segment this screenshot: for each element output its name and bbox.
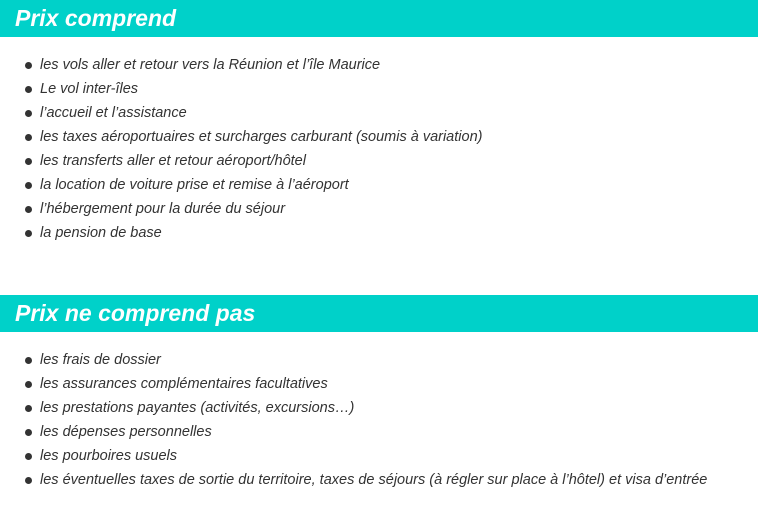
list-item xyxy=(0,53,482,77)
list-item xyxy=(0,444,707,468)
included-section-header xyxy=(0,0,758,37)
list-item xyxy=(0,149,482,173)
list-item-text: la pension de base xyxy=(40,225,162,241)
bullet-dot-icon xyxy=(25,230,32,237)
list-item xyxy=(0,173,482,197)
list-item xyxy=(0,77,482,101)
bullet-dot-icon xyxy=(25,429,32,436)
list-item-text: les prestations payantes (activités, excursions…) xyxy=(40,400,355,416)
list-item-text: l’hébergement pour la durée du séjour xyxy=(40,201,286,217)
included-list xyxy=(0,53,482,245)
excluded-section-header xyxy=(0,295,758,332)
bullet-dot-icon xyxy=(25,381,32,388)
excluded-section-title: Prix ne comprend pas xyxy=(15,300,256,326)
bullet-dot-icon xyxy=(25,110,32,117)
bullet-dot-icon xyxy=(25,62,32,69)
list-item xyxy=(0,348,707,372)
list-item xyxy=(0,372,707,396)
list-item-text: les éventuelles taxes de sortie du territoire, taxes de séjours (à régler sur place à l’hôtel) et visa d’entrée xyxy=(40,472,708,488)
list-item-text: Le vol inter-îles xyxy=(40,81,139,97)
bullet-dot-icon xyxy=(25,206,32,213)
list-item-text: les assurances complémentaires facultatives xyxy=(40,376,328,392)
list-item-text: la location de voiture prise et remise à l’aéroport xyxy=(40,177,349,193)
list-item-text: les frais de dossier xyxy=(40,352,161,368)
list-item-text: les taxes aéroportuaires et surcharges carburant (soumis à variation) xyxy=(40,129,483,145)
list-item xyxy=(0,420,707,444)
bullet-dot-icon xyxy=(25,405,32,412)
excluded-list xyxy=(0,348,707,492)
list-item xyxy=(0,396,707,420)
list-item-text: les pourboires usuels xyxy=(40,448,178,464)
list-item xyxy=(0,197,482,221)
list-item xyxy=(0,101,482,125)
list-item xyxy=(0,468,707,492)
list-item-text: les dépenses personnelles xyxy=(40,424,212,440)
list-item-text: l’accueil et l’assistance xyxy=(40,105,187,121)
bullet-dot-icon xyxy=(25,158,32,165)
bullet-dot-icon xyxy=(25,357,32,364)
list-item xyxy=(0,221,482,245)
list-item-text: les vols aller et retour vers la Réunion et l’île Maurice xyxy=(40,57,381,73)
bullet-dot-icon xyxy=(25,453,32,460)
bullet-dot-icon xyxy=(25,477,32,484)
bullet-dot-icon xyxy=(25,182,32,189)
list-item-text: les transferts aller et retour aéroport/hôtel xyxy=(40,153,306,169)
included-section-title: Prix comprend xyxy=(15,5,177,31)
list-item xyxy=(0,125,482,149)
bullet-dot-icon xyxy=(25,86,32,93)
bullet-dot-icon xyxy=(25,134,32,141)
